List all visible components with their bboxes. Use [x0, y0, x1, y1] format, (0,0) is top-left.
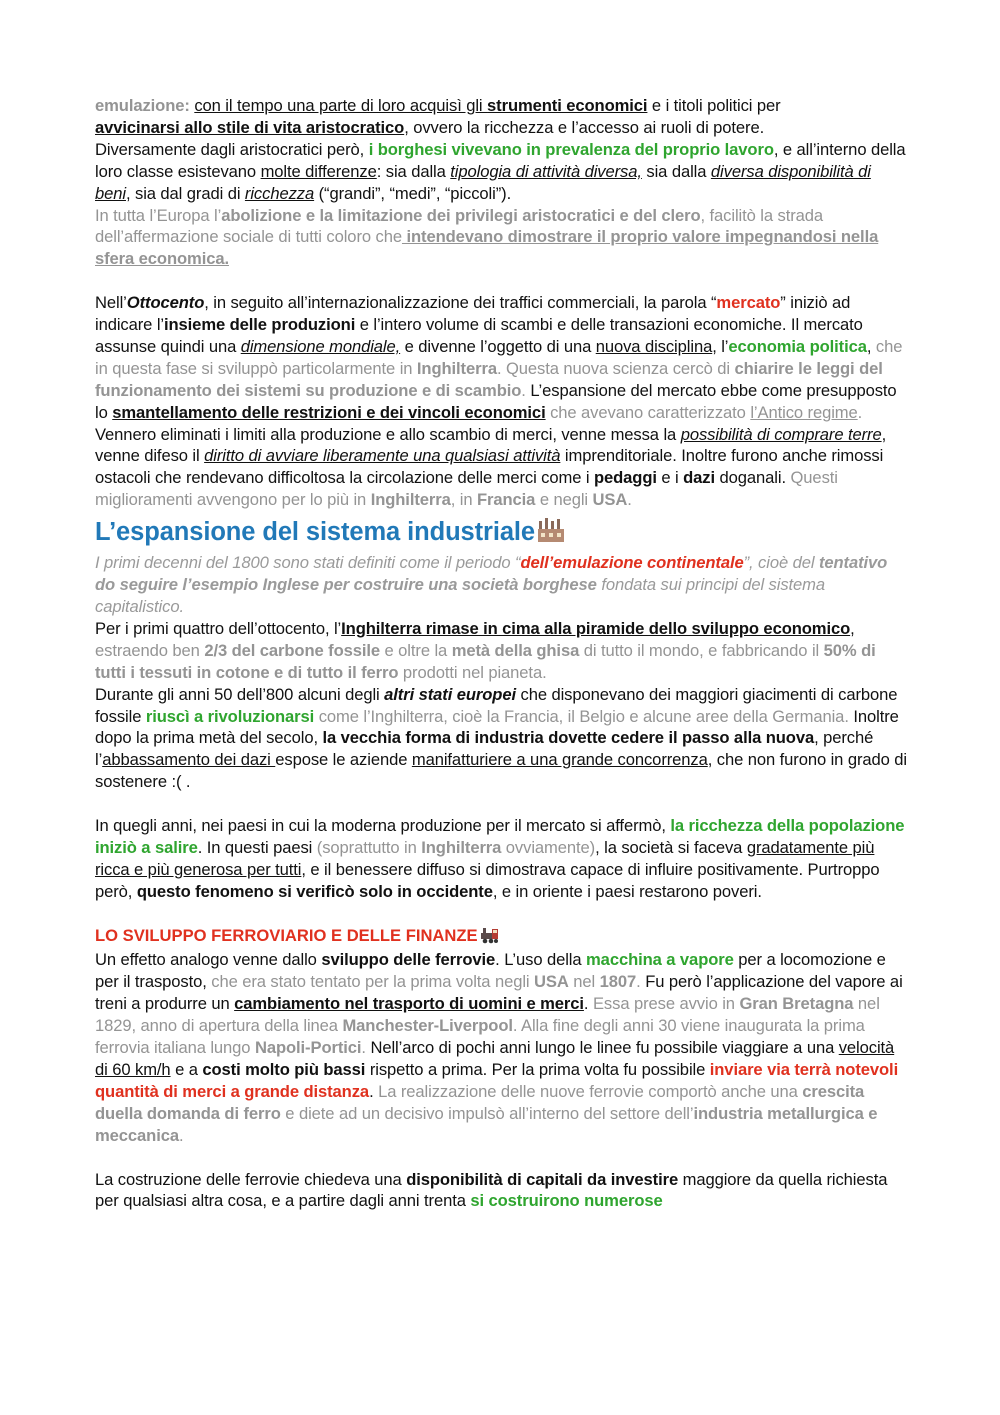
text-span: Per i primi quattro dell’ottocento, l’ [95, 618, 342, 638]
text-span: chiarire le leggi del funzionamento dei sistemi su produzione e di scambio [95, 358, 883, 400]
text-span: . [361, 1038, 366, 1058]
text-span: molte differenze [260, 161, 377, 181]
section-intro [95, 552, 910, 618]
text-span: abbassamento dei dazi [102, 750, 276, 770]
text-span: . In questi paesi [197, 837, 317, 857]
text-span: Inghilterra rimase in cima alla piramide dello sviluppo economico [341, 618, 851, 638]
text-span: , ovvero la ricchezza e l’accesso ai ruoli di potere. [404, 117, 765, 137]
text-span: , che non furono in grado di sostenere :( . [95, 750, 907, 792]
text-span: smantellamento delle restrizioni e dei vincoli economici [112, 402, 546, 422]
text-span: . Alla fine degli anni 30 viene inaugurata la prima ferrovia italiana lungo [95, 1016, 865, 1058]
text-span: e divenne l’oggetto di una [400, 336, 596, 356]
text-span: (soprattutto in [316, 837, 422, 857]
spacer [95, 793, 910, 815]
text-span: e i titoli politici per [647, 96, 781, 115]
text-span: , facilitò la strada dell’affermazione sociale di tutti coloro che [95, 205, 824, 247]
text-span: imprenditoriale. Inoltre furono anche rimossi ostacoli che rendevano difficoltosa la circolazione delle merci come i [95, 446, 884, 488]
text-span: Francia [476, 490, 536, 510]
text-span: costi molto più bassi [202, 1060, 366, 1080]
text-span: fondata sui principi del sistema capitalistico. [95, 575, 826, 617]
text-span: Manchester-Liverpool [342, 1016, 513, 1036]
text-span: tipologia di attività diversa, [450, 161, 642, 181]
text-span: doganali. [715, 468, 791, 488]
text-span: e a [170, 1060, 203, 1080]
heading-text: LO SVILUPPO FERROVIARIO E DELLE FINANZE [95, 925, 478, 945]
text-span: cambiamento nel trasporto di uomini e merci [234, 994, 584, 1014]
text-span: Inoltre dopo la prima metà del secolo, [95, 706, 899, 748]
text-span: e oltre la [380, 640, 452, 660]
text-span: ”, cioè del [743, 553, 819, 573]
text-span: Questi miglioramenti avvengono per lo più in [95, 468, 838, 510]
text-span: . [369, 1081, 374, 1101]
text-span: . [627, 490, 632, 510]
text-span: maggiore da quella richiesta per qualsiasi altra cosa, e a partire dagli anni trenta [95, 1169, 888, 1211]
text-span: nuova disciplina [595, 336, 713, 356]
text-span: . [844, 706, 849, 726]
text-span: estraendo ben [95, 640, 205, 660]
text-span: , e in oriente i paesi restarono poveri. [492, 881, 762, 901]
text-span: la vecchia forma di industria dovette cedere il passo alla nuova [322, 728, 815, 748]
text-span: che in questa fase si sviluppò particolarmente in [95, 336, 903, 378]
text-span: La costruzione delle ferrovie chiedeva una [95, 1169, 407, 1189]
text-span: strumenti economici [487, 96, 648, 115]
text-span: espose le aziende [275, 750, 412, 770]
paragraph-ricchezza [95, 815, 910, 903]
text-span: . [857, 402, 863, 422]
text-span: In quegli anni, nei paesi in cui la moderna produzione per il mercato si affermò, [95, 816, 671, 836]
text-span: , e all’interno della loro classe esistevano [95, 139, 906, 181]
text-span: USA [592, 490, 628, 510]
text-span: avvicinarsi allo stile di vita aristocratico [95, 117, 405, 137]
paragraph-altri-stati [95, 684, 910, 794]
text-span: Napoli-Portici [254, 1038, 362, 1058]
text-span: possibilità di comprare terre [680, 424, 882, 444]
text-span: nel 1829, anno di apertura della linea [95, 994, 880, 1036]
locomotive-icon [480, 926, 500, 950]
text-span: USA [534, 972, 569, 992]
text-span: : sia dalla [376, 161, 451, 181]
text-span: . [178, 1125, 184, 1145]
text-span: i borghesi vivevano in prevalenza del proprio lavoro [368, 139, 774, 159]
text-span: pedaggi [593, 468, 657, 488]
text-span: Ottocento [126, 293, 205, 313]
text-span: Durante gli anni 50 dell’800 alcuni degli [95, 684, 385, 704]
text-span: La realizzazione delle nuove ferrovie comportò anche una [373, 1081, 803, 1101]
text-span: di tutto il mondo, e fabbricando il [579, 640, 824, 660]
section-heading-industrial-expansion [95, 516, 910, 552]
text-span: . L’uso della [495, 950, 587, 970]
text-span: . Questa nuova scienza cercò di [496, 358, 735, 378]
text-span: disponibilità di capitali da investire [406, 1169, 679, 1189]
paragraph-inghilterra [95, 618, 910, 684]
text-span: e i [656, 468, 684, 488]
text-span: I primi decenni del 1800 sono stati definiti come il periodo “ [95, 553, 521, 573]
text-span: 1807 [599, 972, 637, 992]
text-span: L’espansione del mercato ebbe come presupposto lo [95, 380, 897, 422]
text-span: Nell’ [95, 293, 127, 313]
text-span: Inghilterra [421, 837, 502, 857]
text-span: rispetto a prima. Per la prima volta fu possibile [365, 1060, 710, 1080]
text-span: che disponevano dei maggiori giacimenti di carbone fossile [95, 684, 898, 726]
text-span: , [850, 618, 855, 638]
text-span: che avevano caratterizzato [545, 402, 751, 422]
text-span: 50% di tutti i tessuti in cotone e di tutto il ferro [95, 640, 876, 682]
text-span: mercato [716, 293, 781, 313]
text-span: sia dalla [641, 161, 711, 181]
text-span: sviluppo delle ferrovie [321, 950, 496, 970]
text-span: . [636, 972, 641, 992]
spacer [95, 903, 910, 925]
text-span: , venne difeso il [95, 424, 887, 466]
text-span: ovviamente) [501, 837, 596, 857]
text-span: come l’Inghilterra, cioè la Francia, il Belgio e alcune aree della Germania [318, 706, 845, 726]
text-span: Essa prese avvio in [592, 994, 740, 1014]
text-span: Inghilterra [370, 490, 451, 510]
text-span: altri stati europei [384, 684, 516, 704]
text-span: , in seguito all’internazionalizzazione dei traffici commerciali, la parola “ [204, 293, 717, 313]
text-span: prodotti nel pianeta. [398, 662, 547, 682]
text-span: , e il benessere diffuso si dimostrava capace di influire positivamente. Purtroppo però, [95, 859, 880, 901]
text-span: tentativo do seguire l’esempio Inglese per costruire una società borghese [95, 553, 888, 595]
text-span: l’Antico regime [750, 402, 858, 422]
text-span: Fu però l’applicazione del vapore ai treni a produrre un [95, 972, 903, 1014]
paragraph-capitali [95, 1169, 910, 1213]
text-span: ” iniziò ad indicare l’ [95, 293, 851, 335]
text-span: diversa disponibilità di beni [95, 161, 871, 203]
text-span: dazi [683, 468, 716, 488]
text-span: per a locomozione e per il trasposto, [95, 950, 886, 992]
text-span: che era stato tentato per la prima volta negli [211, 972, 535, 992]
text-span: Nell’arco di pochi anni lungo le linee fu possibile viaggiare a una [365, 1038, 839, 1058]
text-span: Diversamente dagli aristocratici però, [95, 139, 369, 159]
text-span: , [866, 336, 876, 356]
text-span: economia politica [728, 336, 867, 356]
text-span: nel [568, 972, 600, 992]
text-span: e negli [535, 490, 593, 510]
text-span: riuscì a rivoluzionarsi [145, 706, 315, 726]
text-span: diritto di avviare liberamente una qualsiasi attività [204, 446, 561, 466]
spacer [95, 1147, 910, 1169]
text-span: questo fenomeno si verificò solo in occidente [136, 881, 493, 901]
text-span: abolizione e la limitazione dei privilegi aristocratici e del clero [221, 205, 701, 225]
text-span: crescita duella domanda di ferro [95, 1081, 865, 1123]
text-span: dimensione mondiale, [240, 336, 401, 356]
term-emulazione: emulazione: [95, 96, 190, 115]
text-span: con il tempo una parte di loro acquisì gli [194, 96, 488, 115]
text-span: velocità di 60 km/h [95, 1038, 895, 1080]
text-span: 2/3 del carbone fossile [204, 640, 381, 660]
text-span: , l’ [712, 336, 729, 356]
text-span: (“grandi”, “medi”, “piccoli”). [314, 183, 512, 203]
document-body [95, 95, 910, 1212]
text-span: , in [450, 490, 477, 510]
factory-icon [537, 517, 565, 552]
text-span: , perché l’ [95, 728, 874, 770]
text-span: . [583, 994, 593, 1014]
text-span: gradatamente più ricca e più generosa per tutti [95, 837, 875, 879]
paragraph-mercato [95, 292, 910, 511]
paragraph-borghesia [95, 95, 910, 270]
section-heading-railways [95, 925, 910, 950]
text-span: macchina a vapore [586, 950, 734, 970]
text-span: inviare via terrà notevoli quantità di merci a grande distanza [95, 1060, 899, 1101]
spacer [95, 270, 910, 292]
text-span: , la società si faceva [595, 837, 747, 857]
text-span: ricchezza [244, 183, 315, 203]
text-span: e diete ad un decisivo impulsò all’interno del settore dell’ [280, 1103, 694, 1123]
text-span: . [521, 380, 526, 400]
text-span: Un effetto analogo venne dallo [95, 950, 322, 970]
text-span: si costruirono numerose [470, 1191, 663, 1211]
text-span: Vennero eliminati i limiti alla produzione e allo scambio di merci, venne messa la [95, 424, 681, 444]
text-span: industria metallurgica e meccanica [95, 1103, 878, 1145]
text-span: dell’emulazione continentale [520, 553, 744, 573]
text-span: Inghilterra [416, 358, 497, 378]
heading-text: L’espansione del sistema industriale [95, 518, 535, 547]
text-span: In tutta l’Europa l’ [95, 205, 222, 225]
paragraph-ferrovie [95, 949, 910, 1146]
text-span: la ricchezza della popolazione iniziò a salire [95, 816, 905, 857]
text-span: Gran Bretagna [739, 994, 854, 1014]
text-span: insieme delle produzioni [164, 315, 356, 335]
text-span: , sia dal gradi di [125, 183, 245, 203]
text-span: intendevano dimostrare il proprio valore impegnandosi nella sfera economica. [95, 227, 879, 269]
text-span: metà della ghisa [451, 640, 580, 660]
text-span: manifatturiere a una grande concorrenza [411, 750, 708, 770]
text-span: e l’intero volume di scambi e delle transazioni economiche. Il mercato assunse quindi una [95, 315, 863, 356]
